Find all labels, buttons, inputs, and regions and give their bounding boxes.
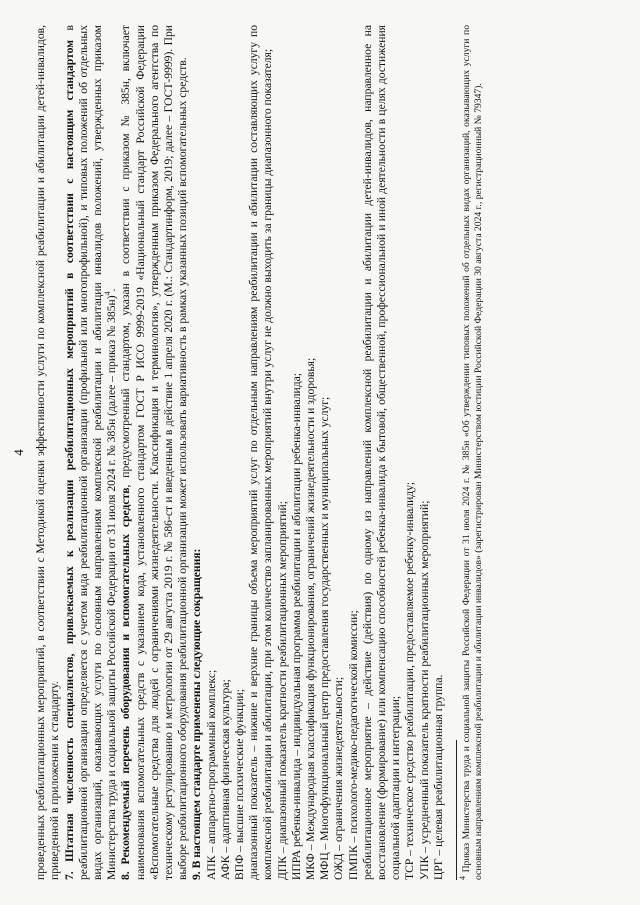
footnote-mark: 4 — [457, 876, 467, 880]
page-number: 4 — [11, 449, 26, 456]
abbreviation-item: ИПРА ребенка-инвалида – индивидуальная программа реабилитации и абилитации ребенка-инвалида; — [289, 373, 303, 880]
abbreviation-list — [205, 25, 446, 880]
paragraph-8 — [119, 25, 190, 880]
paragraph-7-end: . — [105, 288, 119, 292]
abbreviation-item: АФК – адаптивная физическая культура; — [218, 679, 232, 880]
abbreviation-item: АПК – аппаратно-программный комплекс; — [204, 669, 218, 880]
abbreviation-item: МФЦ – Многофункциональный центр предоставления государственных и муниципальных услуг; — [318, 396, 332, 880]
abbreviation-item: ОЖД – ограничения жизнедеятельности; — [332, 676, 346, 880]
abbreviation-item: ПМПК – психолого-медико-педагогической комиссии; — [346, 610, 360, 880]
paragraph-7-heading: 7. Штатная численность специалистов, привлекаемых к реализации реабилитационных мероприятий в соответствии с настоящим стандартом — [62, 39, 76, 880]
paragraph-7 — [63, 25, 120, 880]
footnote — [457, 25, 484, 880]
abbreviation-item: ТСР – техническое средство реабилитации, предоставляемое ребенку-инвалиду; — [403, 481, 417, 880]
abbreviation-item: МКФ – Международная классификация функционирования, ограничений жизнедеятельности и здоровья; — [304, 357, 318, 880]
abbreviation-item: УПК – усредненный показатель кратности реабилитационных мероприятий; — [417, 500, 431, 880]
abbreviation-item: ЦРГ – целевая реабилитационная группа. — [431, 674, 445, 880]
abbreviation-item: ВПФ – высшие психические функции; — [233, 689, 247, 880]
abbreviations-heading: 9. В настоящем стандарте применены следующие сокращения: — [190, 548, 204, 880]
abbreviation-item: реабилитационное мероприятие – действие (действия) по одному из направлений комплексной реабилитации и абилитации детей-инвалидов, направленное на восстановление (формирование) или компенсацию способностей ребенка-инвалида к бытовой, общественной, профессиональной и иной деятельности в целях достижения социальной адаптации и интеграции; — [360, 25, 403, 880]
footnote-reference: 4 — [103, 291, 113, 296]
paragraph-9-heading — [190, 25, 204, 880]
abbreviation-item: ДПК – диапазонный показатель кратности реабилитационных мероприятий; — [275, 501, 289, 880]
paragraph-6-tail: проведенных реабилитационных мероприятий, в соответствии с Методикой оценки эффективности услуги по комплексной реабилитации и абилитации детей-инвалидов, приведенной в приложении к стандарту. — [34, 25, 62, 880]
paragraph-8-heading: 8. Рекомендуемый перечень оборудования и вспомогательных средств — [119, 487, 133, 880]
footnote-text: Приказ Министерства труда и социальной защиты Российской Федерации от 31 июля 2024 г. № 385н «Об утверждении типовых положений об отдельных видах организаций, оказывающих услуги по основным направлениям комплексной реабилитации и абилитации инвалидов» (зарегистрирован Министерством юстиции Российской Федерации 30 августа 2024 г., регистрационный № 79347). — [461, 25, 484, 880]
document-body — [12, 25, 484, 880]
paragraph-7-text: в реабилитационной организации определяется с учетом вида реабилитационной организации (профильной или многопрофильной), и типовых положений об отдельных видах организаций, оказывающих услуги по основным направлениям комплексной реабилитации и абилитации инвалидов положений, утвержденных приказом Министерства труда и социальной защиты Российской Федерации от 31 июля 2024 г. № 385н (далее – приказ № 385н) — [62, 24, 119, 880]
abbreviation-item: диапазонный показатель – нижние и верхние границы объема мероприятий услуг по отдельным направлениям реабилитации и абилитации составляющих услугу по комплексной реабилитации и абилитации, при этом количество запланированных мероприятий внутри услуг не должно выходить за границы диапазонного показателя; — [247, 25, 275, 880]
footnote-separator — [456, 740, 457, 880]
paragraph-8-text: , предусмотренный стандартом, указан в соответствии с приказом № 385н, включает наименования вспомогательных средств с указанием кода, установленного стандартом ГОСТ Р ИСО 9999-2019 «Национальный стандарт Российской Федерации «Вспомогательные средства для людей с ограничениями жизнедеятельности. Классификация и терминология», утвержденным приказом Федерального агентства по техническому регулированию и метрологии от 29 августа 2019 г. № 586-ст и введенным в действие 1 апреля 2020 г. (М.: Стандартинформ, 2019; далее – ГОСТ-9999). При выборе реабилитационного оборудования реабилитационной организации может использовать вариативность в рамках указанных позиций вспомогательных средств. — [119, 25, 190, 880]
